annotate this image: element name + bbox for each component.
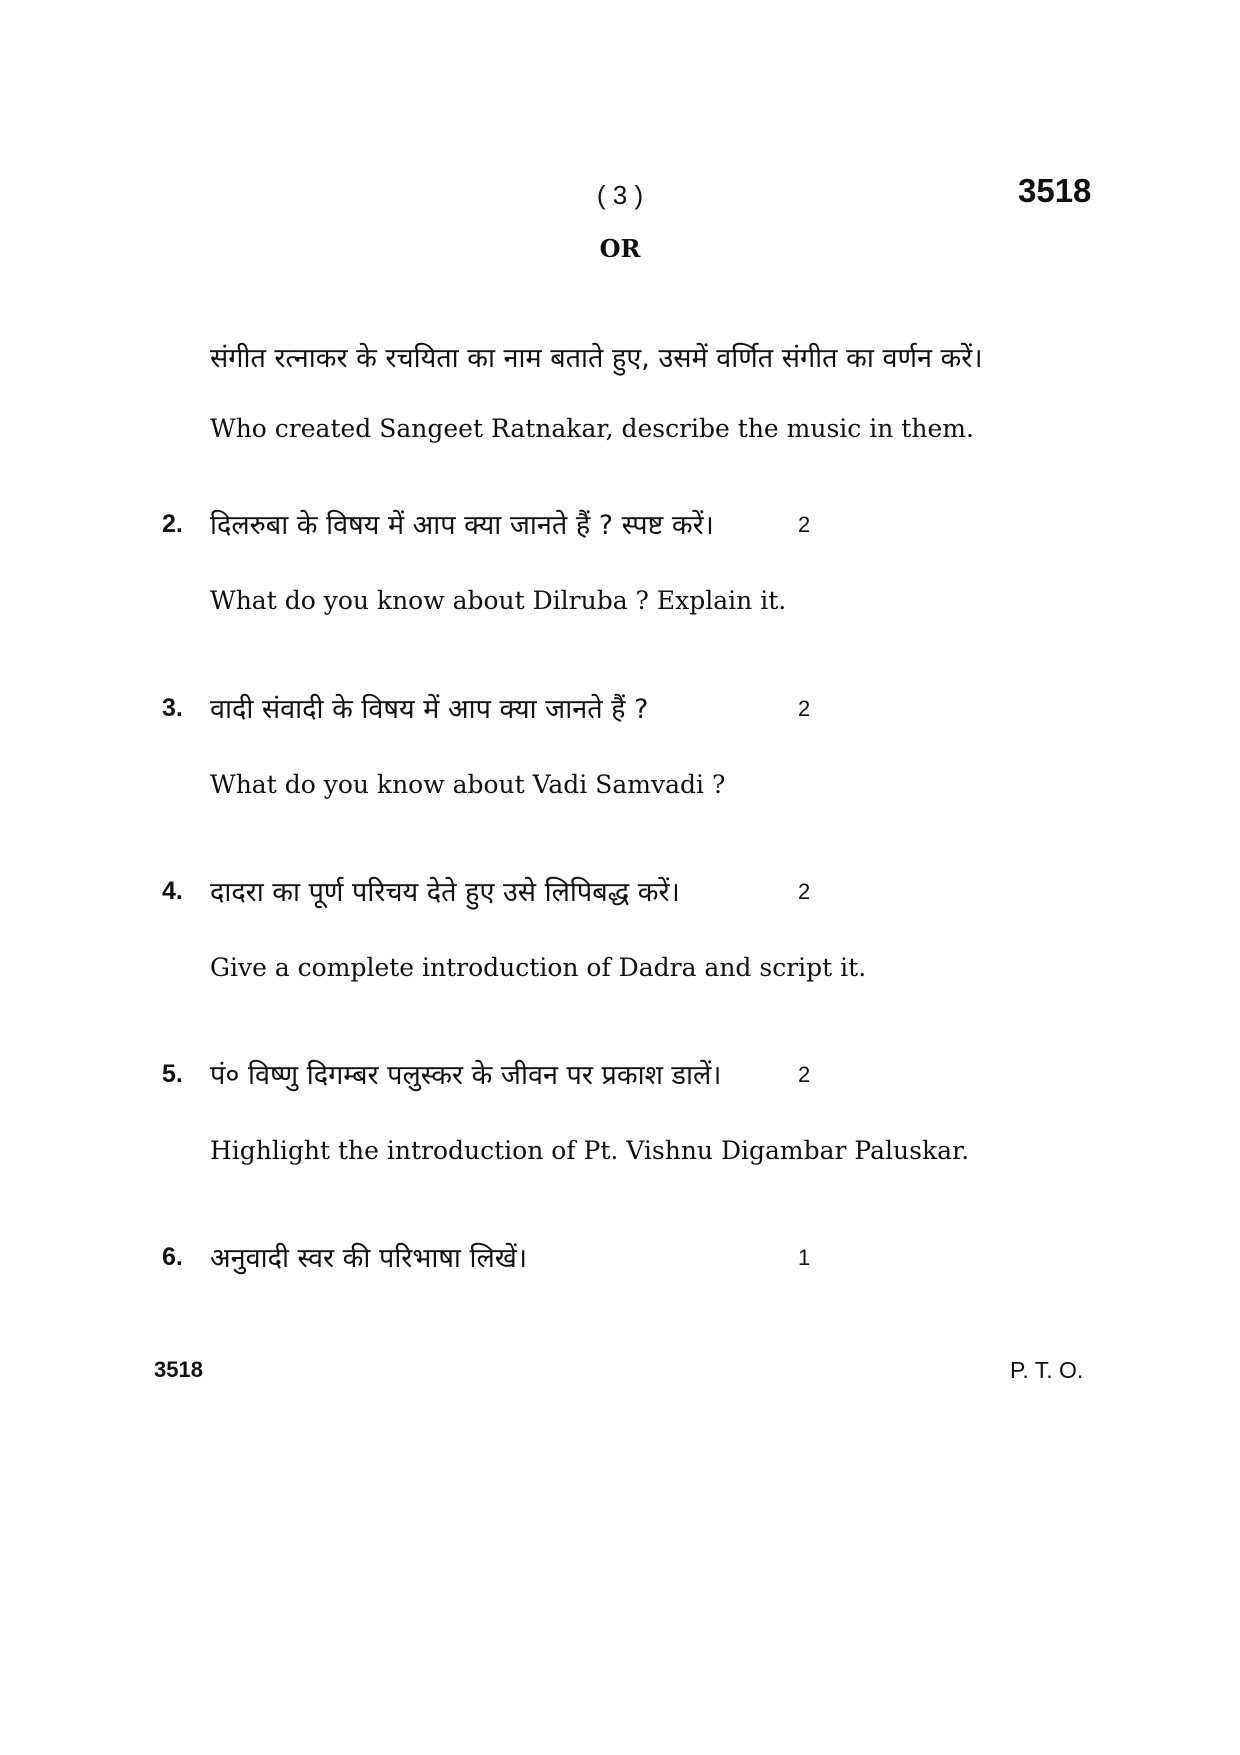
paper-code-footer: 3518 — [154, 1357, 203, 1382]
or-label: OR — [599, 234, 641, 263]
question-english: Highlight the introduction of Pt. Vishnu Digambar Paluskar. — [210, 1136, 970, 1165]
question-marks: 1 — [798, 1245, 811, 1270]
question-number: 4. — [162, 877, 183, 905]
question-hindi: दिलरुबा के विषय में आप क्या जानते हैं ? स्पष्ट करें। — [210, 510, 714, 541]
pto-label: P. T. O. — [1010, 1357, 1084, 1383]
question-marks: 2 — [798, 879, 811, 904]
question-marks: 2 — [798, 1062, 811, 1087]
page-number: ( 3 ) — [596, 180, 644, 210]
question-marks: 2 — [798, 696, 811, 721]
question-number: 5. — [162, 1060, 183, 1088]
question-hindi: अनुवादी स्वर की परिभाषा लिखें। — [210, 1243, 528, 1274]
question-english: What do you know about Vadi Samvadi ? — [210, 770, 726, 799]
paper-code-header: 3518 — [1018, 172, 1092, 209]
question-number: 3. — [162, 694, 183, 722]
question-hindi: पं० विष्णु दिगम्बर पलुस्कर के जीवन पर प्रकाश डालें। — [210, 1060, 722, 1091]
question-number: 6. — [162, 1243, 183, 1271]
alternative-question-english: Who created Sangeet Ratnakar, describe the music in them. — [210, 414, 974, 443]
question-hindi: दादरा का पूर्ण परिचय देते हुए उसे लिपिबद्ध करें। — [210, 877, 680, 908]
question-hindi: वादी संवादी के विषय में आप क्या जानते हैं ? — [210, 694, 649, 725]
alternative-question-hindi: संगीत रत्नाकर के रचयिता का नाम बताते हुए, उसमें वर्णित संगीत का वर्णन करें। — [210, 343, 983, 374]
question-number: 2. — [162, 510, 183, 538]
question-english: What do you know about Dilruba ? Explain it. — [210, 586, 787, 615]
question-marks: 2 — [798, 512, 811, 537]
question-english: Give a complete introduction of Dadra and script it. — [210, 953, 867, 982]
